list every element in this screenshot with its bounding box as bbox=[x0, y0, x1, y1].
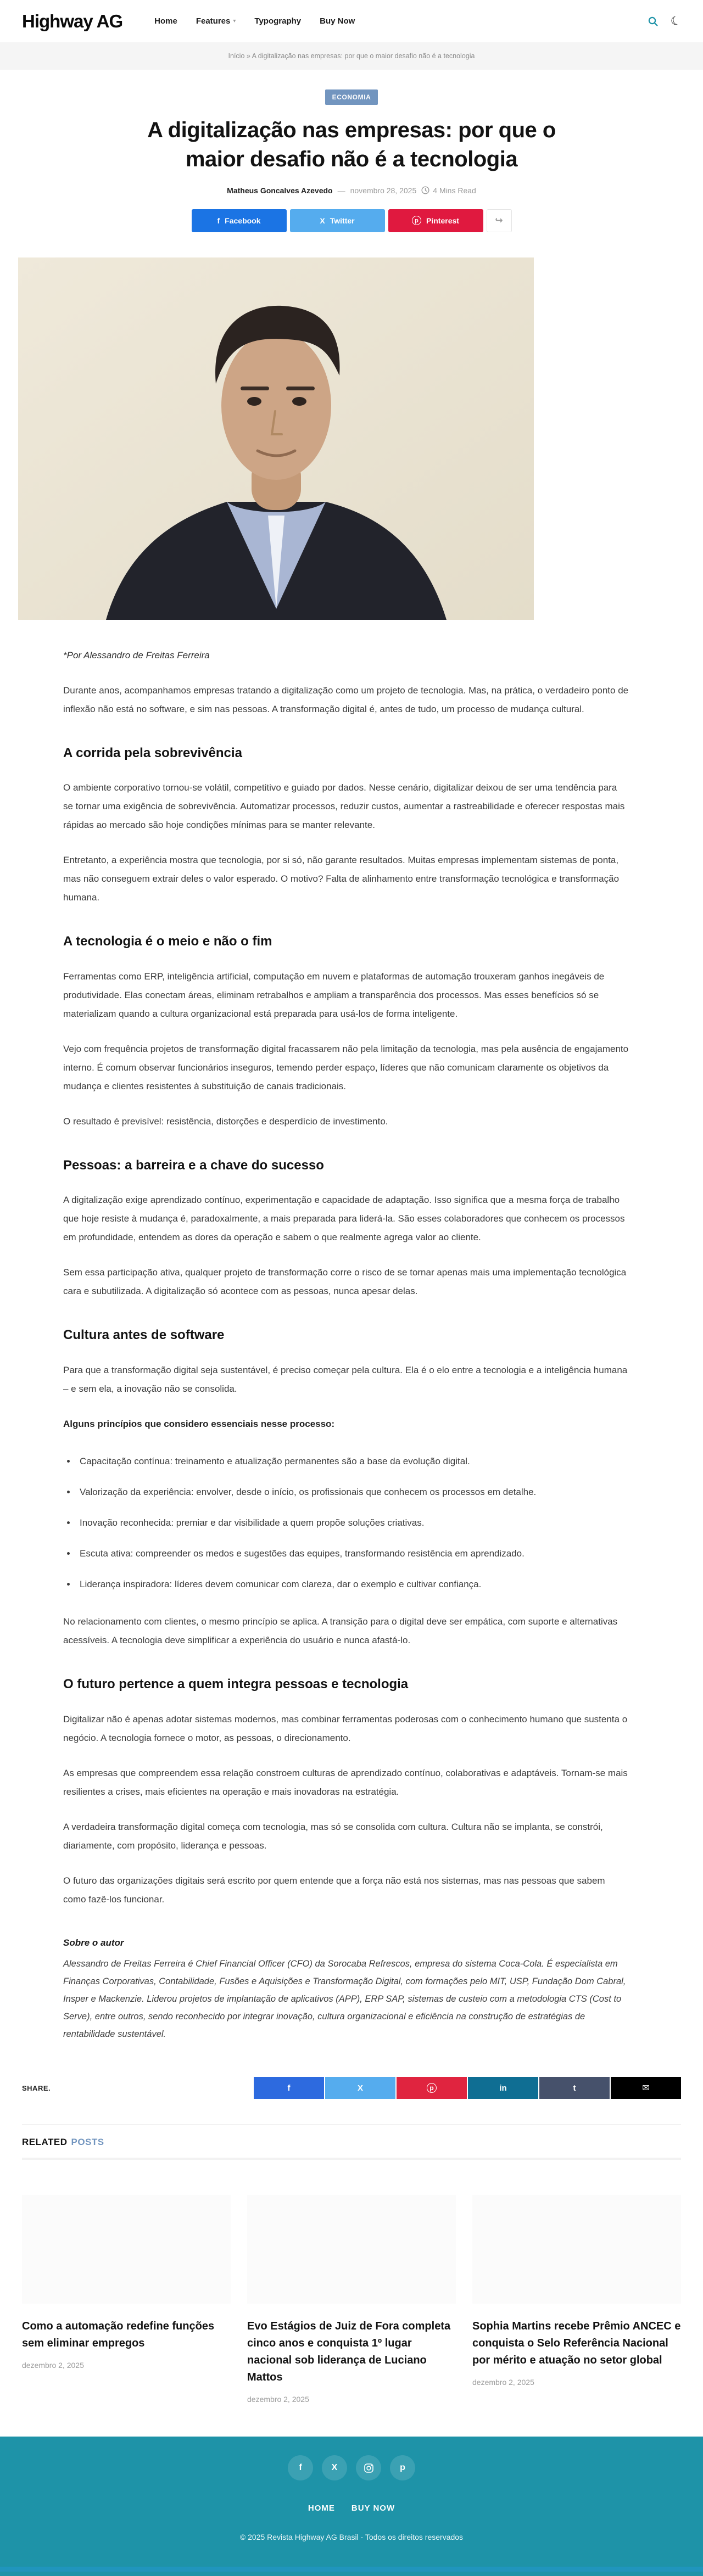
instagram-icon bbox=[364, 2463, 373, 2473]
breadcrumb-separator: » bbox=[246, 52, 250, 60]
paragraph: No relacionamento com clientes, o mesmo princípio se aplica. A transição para o digital deve ser empática, com suporte e alternativas acessíveis. A tecnologia deve simplificar a experiência do usuário e nunca afastá-lo. bbox=[63, 1616, 618, 1645]
main-nav bbox=[154, 16, 648, 26]
clock-icon bbox=[421, 186, 429, 194]
nav-features[interactable]: Features ▾ bbox=[196, 16, 236, 26]
breadcrumb-bar bbox=[0, 42, 703, 70]
related-post-title[interactable]: Como a automação redefine funções sem eliminar empregos bbox=[22, 2320, 215, 2350]
principles-list bbox=[76, 1452, 629, 1594]
list-item: • Capacitação contínua: treinamento e atualização permanentes são a base da evolução digital. bbox=[76, 1452, 629, 1471]
read-time: 4 Mins Read bbox=[421, 186, 476, 195]
x-twitter-icon: X bbox=[331, 2463, 338, 2473]
section-heading: A corrida pela sobrevivência bbox=[63, 745, 242, 760]
list-item: • Escuta ativa: compreender os medos e sugestões das equipes, transformando resistência em aprendizado. bbox=[76, 1544, 629, 1563]
related-post-date: dezembro 2, 2025 bbox=[472, 2378, 534, 2387]
paragraph: As empresas que compreendem essa relação constroem culturas de aprendizado contínuo, colaborativas e adaptáveis. Tornam-se mais resilientes a crises, mais eficientes na operação e mais inovadoras na estratégia. bbox=[63, 1767, 628, 1797]
related-post-card[interactable] bbox=[472, 2195, 681, 2404]
x-twitter-icon: X bbox=[357, 2083, 363, 2093]
footer-buy-now-link[interactable]: BUY NOW bbox=[351, 2504, 395, 2513]
post-meta bbox=[0, 186, 703, 195]
related-post-card[interactable] bbox=[22, 2195, 231, 2404]
list-item: • Inovação reconhecida: premiar e dar visibilidade a quem propõe soluções criativas. bbox=[76, 1514, 629, 1532]
top-share-row bbox=[0, 209, 703, 232]
site-logo[interactable]: Highway AG bbox=[22, 10, 123, 31]
nav-buy-now[interactable]: Buy Now bbox=[320, 16, 355, 26]
principles-lead: Alguns princípios que considero essenciais nesse processo: bbox=[63, 1418, 335, 1429]
list-item: • Liderança inspiradora: líderes devem comunicar com clareza, dar o exemplo e cultivar confiança. bbox=[76, 1575, 629, 1594]
related-posts-grid bbox=[22, 2195, 681, 2404]
share-twitter-button[interactable]: X Twitter bbox=[290, 209, 385, 232]
paragraph: Digitalizar não é apenas adotar sistemas modernos, mas combinar ferramentas poderosas com o conhecimento humano que sustenta o negócio. A tecnologia fornece o motor, as pessoas, o direcionamento. bbox=[63, 1713, 628, 1743]
breadcrumb bbox=[228, 52, 475, 60]
site-footer bbox=[0, 2437, 703, 2576]
paragraph: O ambiente corporativo tornou-se volátil, competitivo e guiado por dados. Nesse cenário, digitalizar deixou de ser uma tendência para se tornar uma exigência de sobrevivência. Automatizar processos, reduzir custos, aumentar a rastreabilidade e oferecer respostas mais rápidas ao mercado são hoje condições mínimas para se manter relevante. bbox=[63, 782, 625, 831]
footer-facebook-button[interactable] bbox=[288, 2455, 313, 2480]
post-date: novembro 28, 2025 bbox=[350, 186, 417, 195]
header-icons bbox=[648, 15, 681, 27]
linkedin-icon: in bbox=[499, 2083, 507, 2093]
author-box-title: Sobre o autor bbox=[63, 1937, 124, 1948]
section-heading: Cultura antes de software bbox=[63, 1328, 225, 1343]
author-box bbox=[63, 1937, 629, 2043]
tumblr-icon: t bbox=[573, 2083, 576, 2093]
article-byline: *Por Alessandro de Freitas Ferreira bbox=[63, 649, 210, 660]
footer-home-link[interactable]: HOME bbox=[308, 2504, 335, 2513]
related-post-date: dezembro 2, 2025 bbox=[22, 2361, 84, 2370]
chevron-down-icon: ▾ bbox=[233, 18, 236, 24]
related-post-thumbnail[interactable] bbox=[472, 2195, 681, 2304]
facebook-icon: f bbox=[287, 2083, 291, 2093]
paragraph: Ferramentas como ERP, inteligência artificial, computação em nuvem e plataformas de automação trouxeram ganhos inegáveis de produtividade. Elas conectam áreas, eliminam retrabalhos e ampliam a transparência dos processos. Mas esses benefícios só se materializam quando a cultura organizacional está preparada para usá-los de forma inteligente. bbox=[63, 971, 605, 1019]
share-twitter-button[interactable] bbox=[325, 2077, 395, 2099]
paragraph: O futuro das organizações digitais será escrito por quem entende que a força não está nos sistemas, mas nas pessoas que sabem como fazê-los funcionar. bbox=[63, 1875, 605, 1905]
article-body bbox=[63, 646, 629, 1909]
category-badge[interactable]: ECONOMIA bbox=[325, 89, 378, 105]
share-email-button[interactable] bbox=[611, 2077, 681, 2099]
share-tumblr-button[interactable] bbox=[539, 2077, 610, 2099]
breadcrumb-current: A digitalização nas empresas: por que o maior desafio não é a tecnologia bbox=[252, 52, 475, 60]
nav-home[interactable]: Home bbox=[154, 16, 177, 26]
facebook-icon: f bbox=[299, 2463, 302, 2473]
page-title: A digitalização nas empresas: por que o maior desafio não é a tecnologia bbox=[147, 118, 556, 171]
share-pinterest-button[interactable]: p Pinterest bbox=[388, 209, 483, 232]
author-link[interactable]: Matheus Goncalves Azevedo bbox=[227, 186, 333, 195]
paragraph: A verdadeira transformação digital começa com tecnologia, mas só se consolida com cultura. Cultura não se implanta, se constrói, diariamente, com propósito, liderança e pessoas. bbox=[63, 1821, 603, 1851]
facebook-icon: f bbox=[217, 216, 220, 225]
site-header bbox=[0, 0, 703, 42]
breadcrumb-home-link[interactable]: Início bbox=[228, 52, 245, 60]
bottom-share-bar bbox=[22, 2077, 681, 2099]
author-bio: Alessandro de Freitas Ferreira é Chief Financial Officer (CFO) da Sorocaba Refrescos, empresa do sistema Coca-Cola. É especialista em Finanças Corporativas, Contabilidade, Fusões e Aquisições e Transformação Digital, com formações pelo MIT, USP, Fundação Dom Cabral, Insper e Mackenzie. Liderou projetos de implantação de aplicativos (APP), ERP SAP, sistemas de custeio com a metodologia CTS (Cost to Serve), entre outros, sendo reconhecido por integrar inovação, cultura organizacional e eficiência na construção de estratégias de rentabilidade sustentável. bbox=[63, 1958, 626, 2040]
pinterest-icon: p bbox=[400, 2463, 405, 2473]
paragraph: Sem essa participação ativa, qualquer projeto de transformação corre o risco de se tornar apenas mais uma implementação tecnológica cara e subutilizada. A digitalização só acontece com as pessoas, nunca apesar delas. bbox=[63, 1267, 627, 1297]
related-post-title[interactable]: Sophia Martins recebe Prêmio ANCEC e conquista o Selo Referência Nacional por mérito e atuação no setor global bbox=[472, 2320, 681, 2367]
paragraph: Entretanto, a experiência mostra que tecnologia, por si só, não garante resultados. Muitas empresas implementam sistemas de ponta, mas não conseguem extrair deles o valor esperado. O motivo? Falta de alinhamento entre transformação tecnológica e transformação humana. bbox=[63, 855, 620, 903]
section-heading: Pessoas: a barreira e a chave do sucesso bbox=[63, 1157, 324, 1173]
share-pinterest-button[interactable] bbox=[397, 2077, 467, 2099]
meta-dash: — bbox=[337, 186, 345, 195]
dark-mode-moon-icon[interactable]: ☾ bbox=[669, 14, 683, 29]
related-posts-section bbox=[22, 2124, 681, 2404]
footer-accent-strip bbox=[0, 2567, 703, 2572]
section-heading: A tecnologia é o meio e não o fim bbox=[63, 934, 272, 949]
footer-base-strip bbox=[0, 2572, 703, 2576]
nav-typography[interactable]: Typography bbox=[254, 16, 302, 26]
footer-instagram-button[interactable] bbox=[356, 2455, 381, 2480]
x-twitter-icon: X bbox=[320, 216, 325, 225]
related-post-title[interactable]: Evo Estágios de Juiz de Fora completa cinco anos e conquista 1º lugar nacional sob liderança de Luciano Mattos bbox=[247, 2320, 451, 2384]
related-post-thumbnail[interactable] bbox=[247, 2195, 456, 2304]
email-icon: ✉ bbox=[642, 2084, 650, 2093]
pinterest-icon: p bbox=[412, 216, 421, 225]
related-posts-heading: RELATED POSTS bbox=[22, 2137, 681, 2160]
share-linkedin-button[interactable] bbox=[468, 2077, 538, 2099]
share-facebook-button[interactable] bbox=[254, 2077, 324, 2099]
paragraph: Durante anos, acompanhamos empresas tratando a digitalização como um projeto de tecnologia. Mas, na prática, o verdadeiro ponto de inflexão não está no software, e sim nas pessoas. A transformação digital é, antes de tudo, um processo de mudança cultural. bbox=[63, 685, 629, 714]
footer-twitter-button[interactable] bbox=[322, 2455, 347, 2480]
featured-image bbox=[18, 257, 534, 620]
paragraph: A digitalização exige aprendizado contínuo, experimentação e capacidade de adaptação. Isso significa que a mesma força de trabalho que hoje resiste à mudança é, paradoxalmente, a mais preparada para liderá-la. São esses colaboradores que conhecem os processos em profundidade, entendem as dores da operação e sabem o que realmente agrega valor ao cliente. bbox=[63, 1195, 625, 1243]
footer-copyright: © 2025 Revista Highway AG Brasil - Todos os direitos reservados bbox=[239, 2533, 464, 2542]
paragraph: Vejo com frequência projetos de transformação digital fracassarem não pela limitação da tecnologia, mas pela ausência de engajamento interno. É comum observar funcionários inseguros, temendo perder espaço, líderes que não comunicam claramente os objetivos da mudança e clientes resistentes à substituição de canais tradicionais. bbox=[63, 1043, 629, 1091]
footer-socials bbox=[0, 2455, 703, 2480]
paragraph: O resultado é previsível: resistência, distorções e desperdício de investimento. bbox=[63, 1116, 388, 1127]
footer-pinterest-button[interactable] bbox=[390, 2455, 415, 2480]
section-heading: O futuro pertence a quem integra pessoas e tecnologia bbox=[63, 1676, 409, 1692]
share-facebook-button[interactable]: f Facebook bbox=[192, 209, 287, 232]
share-arrow-icon: ↪ bbox=[495, 215, 503, 226]
paragraph: Para que a transformação digital seja sustentável, é preciso começar pela cultura. Ela é o elo entre a tecnologia e a inteligência humana – e sem ela, a inovação não se consolida. bbox=[63, 1364, 628, 1394]
share-more-button[interactable] bbox=[487, 209, 512, 232]
post-head bbox=[0, 70, 703, 232]
related-post-card[interactable] bbox=[247, 2195, 456, 2404]
footer-links bbox=[0, 2504, 703, 2513]
search-icon[interactable] bbox=[648, 16, 659, 27]
pinterest-icon: p bbox=[427, 2083, 437, 2093]
related-post-thumbnail[interactable] bbox=[22, 2195, 231, 2304]
related-post-date: dezembro 2, 2025 bbox=[247, 2395, 309, 2404]
list-item: • Valorização da experiência: envolver, desde o início, os profissionais que conhecem os processos em detalhe. bbox=[76, 1483, 629, 1502]
share-label: SHARE. bbox=[22, 2084, 51, 2092]
